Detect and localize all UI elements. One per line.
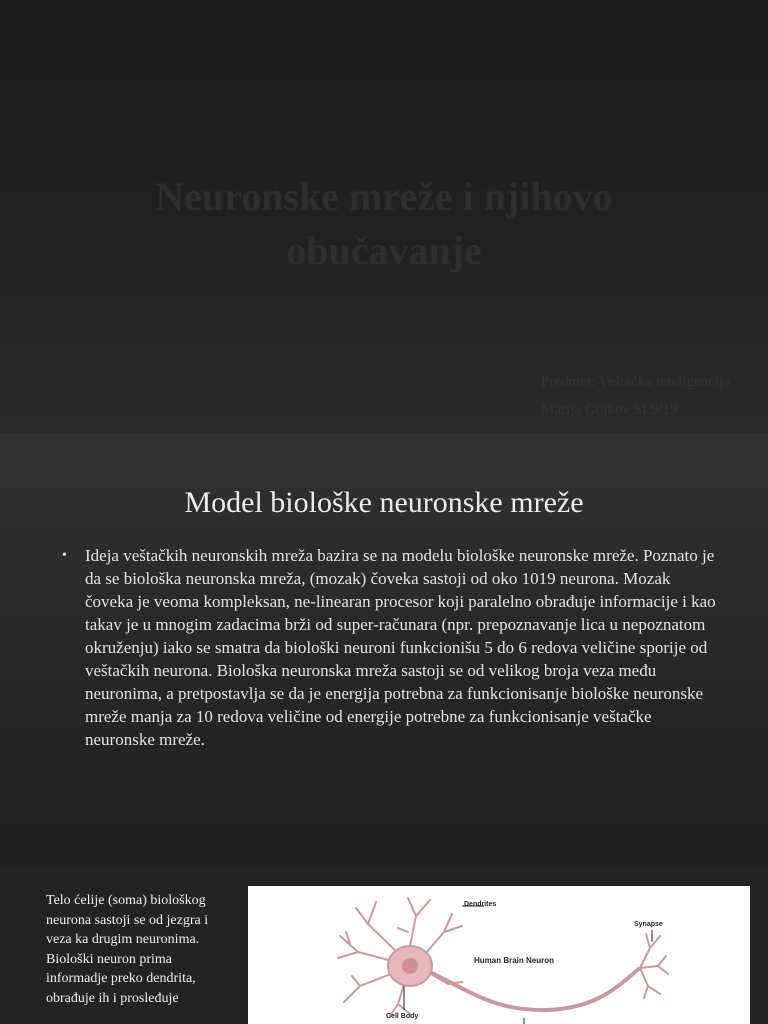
bullet-item [58,544,718,751]
axon-path [430,968,640,1010]
content-slide [0,433,768,865]
slide-heading: Model biološke neuronske mreže [184,486,584,519]
title-line-1: Neuronske mreže i njihovo [155,174,613,219]
label-cell-body: Cell Body [386,1013,419,1020]
author-line: Marija Gojkov SI 9/19 [541,402,678,418]
presentation-title [60,170,708,278]
subject-line: Predmet: Veštačka inteligencija [541,374,730,390]
title-subtitle [541,368,761,424]
figure-slide [0,865,768,1024]
label-dendrites: Dendrites [464,901,497,908]
bullet-list [58,544,718,751]
title-line-2: obučavanje [286,228,482,273]
label-human-brain-neuron: Human Brain Neuron [474,956,555,965]
neuron-diagram [248,886,750,1024]
bullet-text: Ideja veštačkih neuronskih mreža bazira se na modelu biološke neuronske mreže. Poznato je da se biološka neuronska mreža, (mozak) čoveka sastoji od oko 1019 neurona. Mozak čoveka je veoma kompleksan, ne-linearan procesor koji paralelno obrađuje informacije i kao takav je u mnogim zadacima brži od super-računara (npr. prepoznavanje lica u nepoznatom okruženju) iako se smatra da biološki neuroni funkcionišu 5 do 6 redova veličine sporije od veštačkih neurona. Biološka neuronska mreža sastoji se od velikog broja veza među neuronima, a pretpostavlja se da je energija potrebna za funkcionisanje biološke neuronske mreže manja za 10 redova veličine od energije potrebne za funkcionisanje veštačke neuronske mreže. [85,546,716,749]
label-synapse: Synapse [634,921,663,928]
axon-terminals [640,934,668,998]
nucleus-shape [402,958,418,974]
neuron-illustration [248,886,750,1024]
title-slide [0,0,768,433]
soma-description: Telo ćelije (soma) biološkog neurona sastoji se od jezgra i veza ka drugim neuronima. Biološki neuron prima informadje preko dendrita, obrađuje ih i prosleđuje [46,893,209,1006]
bullet-dot-icon: • [62,548,67,563]
